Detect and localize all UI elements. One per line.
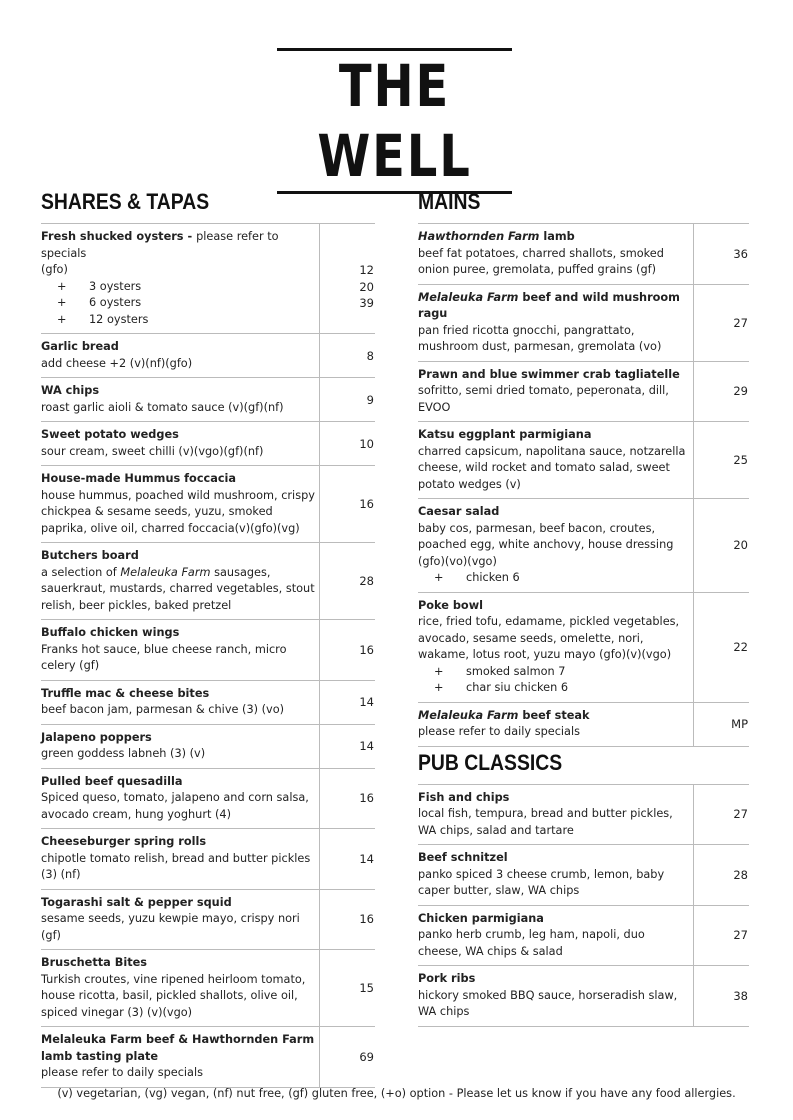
item-title: Garlic bread — [41, 340, 119, 353]
brand-name: THE WELL — [317, 52, 472, 190]
item-desc: sofritto, semi dried tomato, peperonata, dill, EVOO — [418, 384, 669, 414]
item-desc: add cheese +2 (v)(nf)(gfo) — [41, 356, 193, 370]
menu-item — [41, 949, 375, 1026]
item-desc: rice, fried tofu, edamame, pickled vegetables, avocado, sesame seeds, omelette, nori, wakame, lotus root, yuzu mayo (gfo)(v)(vgo) — [418, 615, 680, 661]
plus-icon: + — [434, 681, 444, 694]
item-title: Chicken parmigiana — [418, 911, 544, 925]
option-price: 12 — [359, 263, 374, 277]
item-desc: please refer to daily specials — [41, 1066, 204, 1079]
section-heading-pub-classics: PUB CLASSICS — [418, 749, 563, 775]
option-price: 39 — [359, 296, 374, 310]
menu-item — [41, 1026, 375, 1087]
item-price: 27 — [693, 906, 749, 966]
menu-item — [41, 377, 375, 421]
item-title: Poke bowl — [418, 598, 484, 612]
addon-row — [418, 570, 689, 587]
brand-logo — [277, 48, 512, 194]
item-price: 27 — [693, 785, 749, 845]
menu-item-butchers-board — [41, 542, 375, 619]
title-text: lamb — [539, 230, 575, 243]
farm-name: Hawthornden Farm — [418, 230, 540, 243]
menu-item — [41, 828, 375, 889]
item-title — [418, 229, 689, 246]
item-description — [41, 224, 319, 333]
item-title: Truffle mac & cheese bites — [41, 686, 210, 700]
item-desc: beef fat potatoes, charred shallots, smoked onion puree, gremolata, puffed grains (gf) — [418, 246, 664, 276]
item-desc: green goddess labneh (3) (v) — [41, 747, 206, 760]
menu-item — [41, 680, 375, 724]
item-title: Togarashi salt & pepper squid — [41, 895, 232, 909]
mains-column — [418, 188, 749, 1027]
item-price: 22 — [693, 593, 749, 702]
menu-item — [418, 223, 749, 284]
item-title: Cheeseburger spring rolls — [41, 835, 207, 848]
option-label: 12 oysters — [89, 312, 149, 326]
item-title: Jalapeno poppers — [41, 730, 152, 744]
item-title: Melaleuka Farm beef & Hawthornden Farm lamb tasting plate — [41, 1033, 315, 1063]
item-price: 15 — [319, 950, 375, 1026]
menu-item-poke-bowl — [418, 592, 749, 702]
addon-label: char siu chicken 6 — [466, 681, 569, 694]
item-price: 16 — [319, 466, 375, 542]
item-desc: baby cos, parmesan, beef bacon, croutes, poached egg, white anchovy, house dressing (gfo)(vo)(vgo) — [418, 521, 674, 568]
item-note: please refer to specials — [41, 230, 279, 260]
item-desc: local fish, tempura, bread and butter pickles, WA chips, salad and tartare — [418, 807, 673, 837]
item-title: WA chips — [41, 384, 100, 397]
item-price: 16 — [319, 890, 375, 950]
item-desc: house hummus, poached wild mushroom, crispy chickpea & sesame seeds, yuzu, smoked paprika, olive oil, charred foccacia(v)(gfo)(vg) — [41, 488, 315, 535]
menu-item-beef-steak — [418, 702, 749, 746]
item-price: 14 — [319, 829, 375, 889]
menu-item — [41, 724, 375, 768]
mains-list — [418, 223, 749, 747]
item-title: House-made Hummus foccacia — [41, 472, 237, 485]
item-price: 69 — [319, 1027, 375, 1087]
menu-item — [41, 889, 375, 950]
menu-item-oysters — [41, 223, 375, 333]
item-price — [319, 224, 375, 333]
plus-icon: + — [57, 296, 67, 309]
desc-text: a selection of — [41, 565, 121, 579]
item-desc: panko herb crumb, leg ham, napoli, duo cheese, WA chips & salad — [418, 928, 645, 958]
item-price: 8 — [319, 334, 375, 377]
item-desc: panko spiced 3 cheese crumb, lemon, baby caper butter, slaw, WA chips — [418, 867, 665, 897]
item-desc: please refer to daily specials — [418, 725, 581, 738]
item-title: Buffalo chicken wings — [41, 626, 180, 639]
item-price: 20 — [693, 499, 749, 592]
title-text: beef steak — [518, 708, 590, 722]
menu-item — [418, 284, 749, 361]
farm-name: Melaleuka Farm — [418, 290, 519, 304]
item-desc: chipotle tomato relish, bread and butter pickles (3) (nf) — [41, 851, 311, 881]
menu-item — [41, 421, 375, 465]
menu-item — [418, 905, 749, 966]
item-title: Pork ribs — [418, 972, 476, 985]
item-title: Fish and chips — [418, 790, 510, 804]
menu-item — [418, 844, 749, 905]
option-row — [41, 279, 315, 296]
section-heading-shares: SHARES & TAPAS — [41, 189, 210, 214]
desc-text: sausages, sauerkraut, mustards, charred vegetables, stout relish, beer pickles, baked pretzel — [41, 565, 315, 612]
item-desc: Spiced queso, tomato, jalapeno and corn salsa, avocado cream, hung yoghurt (4) — [41, 791, 309, 821]
item-price: 14 — [319, 681, 375, 724]
menu-item-caesar-salad — [418, 498, 749, 592]
item-title: Pulled beef quesadilla — [41, 774, 183, 788]
title-text: Katsu eggplant parmigiana — [418, 428, 592, 441]
item-title: Sweet potato wedges — [41, 428, 179, 441]
menu-item — [41, 465, 375, 542]
item-price: 14 — [319, 725, 375, 768]
menu-item — [418, 965, 749, 1026]
item-price: 28 — [319, 543, 375, 619]
farm-name: Melaleuka Farm — [418, 708, 519, 722]
menu-item — [41, 333, 375, 377]
plus-icon: + — [57, 279, 67, 293]
option-label: 3 oysters — [89, 279, 142, 293]
option-row — [41, 295, 315, 312]
section-heading-mains: MAINS — [418, 189, 481, 214]
menu-item — [41, 619, 375, 680]
menu-item — [418, 784, 749, 845]
item-desc: roast garlic aioli & tomato sauce (v)(gf)(nf) — [41, 400, 284, 414]
item-title — [418, 708, 689, 725]
item-price: 9 — [319, 378, 375, 421]
menu-item — [418, 421, 749, 498]
shares-list — [41, 223, 375, 1088]
menu-item — [41, 768, 375, 829]
pub-classics-list — [418, 784, 749, 1027]
plus-icon: + — [57, 312, 67, 326]
addon-row — [418, 680, 689, 697]
item-title — [418, 427, 689, 444]
plus-icon: + — [434, 571, 444, 584]
item-price: 16 — [319, 769, 375, 829]
item-price: 10 — [319, 422, 375, 465]
item-title: Bruschetta Bites — [41, 956, 147, 969]
item-price: 16 — [319, 620, 375, 680]
farm-name: Melaleuka Farm — [120, 565, 211, 579]
item-price: 36 — [693, 224, 749, 284]
item-desc: sesame seeds, yuzu kewpie mayo, crispy nori (gf) — [41, 912, 300, 942]
item-desc: Turkish croutes, vine ripened heirloom tomato, house ricotta, basil, pickled shallots, olive oil, spiced vinegar (3) (v)(vgo) — [41, 972, 306, 1019]
addon-row — [418, 664, 689, 681]
option-label: 6 oysters — [89, 296, 142, 309]
item-price: 28 — [693, 845, 749, 905]
item-desc: sour cream, sweet chilli (v)(vgo)(gf)(nf) — [41, 444, 264, 458]
item-price: 29 — [693, 362, 749, 422]
item-desc: Franks hot sauce, blue cheese ranch, micro celery (gf) — [41, 642, 287, 672]
item-desc: hickory smoked BBQ sauce, horseradish slaw, WA chips — [418, 988, 678, 1018]
addon-label: smoked salmon 7 — [466, 664, 566, 678]
item-price: MP — [693, 703, 749, 746]
option-price: 20 — [359, 279, 374, 294]
item-title: Caesar salad — [418, 505, 500, 518]
item-price: 38 — [693, 966, 749, 1026]
item-tag: (gfo) — [41, 263, 68, 276]
item-desc — [41, 565, 315, 615]
shares-tapas-column — [41, 188, 375, 1088]
option-row — [41, 312, 315, 329]
item-title: Beef schnitzel — [418, 851, 508, 864]
item-price: 27 — [693, 285, 749, 361]
item-desc: beef bacon jam, parmesan & chive (3) (vo) — [41, 703, 285, 716]
addon-label: chicken 6 — [466, 571, 520, 584]
item-title: Fresh shucked oysters - — [41, 230, 197, 243]
item-title — [418, 367, 689, 384]
dietary-legend: (v) vegetarian, (vg) vegan, (nf) nut free, (gf) gluten free, (+o) option - Please let us know if you have any food allergies. — [57, 1087, 736, 1100]
item-desc: charred capsicum, napolitana sauce, notzarella cheese, wild rocket and tomato salad, sweet potato wedges (v) — [418, 444, 686, 491]
title-text: Prawn and blue swimmer crab tagliatelle — [418, 367, 680, 381]
item-title — [418, 290, 689, 323]
plus-icon: + — [434, 664, 444, 678]
item-desc: pan fried ricotta gnocchi, pangrattato, mushroom dust, parmesan, gremolata (vo) — [418, 323, 662, 353]
item-title: Butchers board — [41, 549, 139, 562]
item-price: 25 — [693, 422, 749, 498]
menu-item — [418, 361, 749, 422]
title-text: beef and wild mushroom ragu — [418, 290, 680, 320]
